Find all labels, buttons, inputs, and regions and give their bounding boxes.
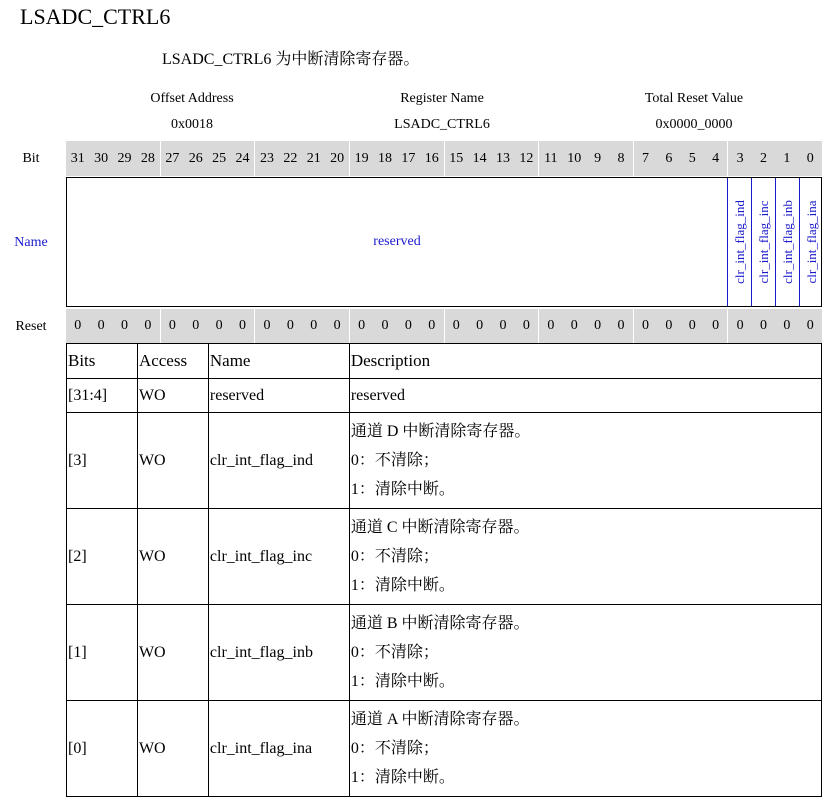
reset-bit-value: 0 <box>358 318 366 333</box>
reset-bit-value: 0 <box>121 318 129 333</box>
reserved-field: reserved <box>373 234 421 249</box>
reset-bit-value: 0 <box>310 318 318 333</box>
bit-number: 9 <box>594 150 602 166</box>
bit-number: 2 <box>759 150 767 166</box>
cell-name: clr_int_flag_ina <box>208 701 349 797</box>
bit-number: 23 <box>259 150 274 166</box>
reset-bit-value: 0 <box>665 318 673 333</box>
reset-bit-value: 0 <box>594 318 602 333</box>
bit-number: 10 <box>567 150 582 166</box>
bit-number: 28 <box>136 141 160 176</box>
reset-value-label: Total Reset Value <box>644 91 744 106</box>
reset-bit-value: 0 <box>499 318 507 333</box>
register-name-label: Register Name <box>400 91 484 106</box>
cell-description: 通道 B 中断清除寄存器。 0：不清除； 1：清除中断。 <box>349 605 821 701</box>
field-clr-int-flag-ind: clr_int_flag_ind <box>727 178 751 306</box>
bit-number: 22 <box>283 150 298 166</box>
reset-bit-value: 0 <box>74 318 82 333</box>
cell-bits: [2] <box>67 509 138 605</box>
bit-number: 14 <box>472 150 487 166</box>
bit-number: 18 <box>377 150 392 166</box>
offset-address-label: Offset Address <box>150 91 234 106</box>
cell-access: WO <box>137 413 208 509</box>
bit-number: 17 <box>401 150 416 166</box>
cell-description: 通道 A 中断清除寄存器。 0：不清除； 1：清除中断。 <box>349 701 821 797</box>
reset-bit-value: 0 <box>325 309 349 343</box>
field-description-table <box>66 343 822 797</box>
bit-number: 30 <box>94 150 109 166</box>
cell-description: 通道 C 中断清除寄存器。 0：不清除； 1：清除中断。 <box>349 509 821 605</box>
reset-bit-value: 0 <box>286 318 294 333</box>
reset-bit-value: 0 <box>263 318 271 333</box>
cell-bits: [1] <box>67 605 138 701</box>
reset-bit-value: 0 <box>476 318 484 333</box>
name-row <box>66 177 822 307</box>
reset-bit-value: 0 <box>420 309 444 343</box>
bit-number: 4 <box>704 141 728 176</box>
reset-bit-value: 0 <box>759 318 767 333</box>
reset-bit-value: 0 <box>609 309 633 343</box>
bit-number: 13 <box>496 150 511 166</box>
cell-name: reserved <box>208 379 349 413</box>
table-row <box>67 413 822 509</box>
bit-number: 20 <box>325 141 349 176</box>
bit-number: 1 <box>783 150 791 166</box>
header-access: Access <box>137 344 208 379</box>
cell-access: WO <box>137 701 208 797</box>
bit-number: 29 <box>117 150 132 166</box>
register-name-value: LSADC_CTRL6 <box>394 117 490 132</box>
bit-number: 16 <box>420 141 444 176</box>
bit-number: 11 <box>544 150 558 166</box>
bit-number: 21 <box>306 150 321 166</box>
bit-number: 5 <box>688 150 696 166</box>
cell-description: 通道 D 中断清除寄存器。 0：不清除； 1：清除中断。 <box>349 413 821 509</box>
bit-number: 0 <box>806 150 814 166</box>
offset-address-value: 0x0018 <box>171 117 213 132</box>
reset-bit-value: 0 <box>168 318 176 333</box>
bit-row-label: Bit <box>22 151 40 166</box>
reset-bit-value: 0 <box>452 318 460 333</box>
cell-name: clr_int_flag_ind <box>208 413 349 509</box>
table-row <box>67 379 822 413</box>
cell-bits: [31:4] <box>67 379 138 413</box>
reset-bit-value: 0 <box>404 318 412 333</box>
cell-description: reserved <box>349 379 821 413</box>
cell-access: WO <box>137 509 208 605</box>
reset-bit-value: 0 <box>547 318 555 333</box>
reset-bit-value: 0 <box>688 318 696 333</box>
intro-text: LSADC_CTRL6 为中断清除寄存器。 <box>162 51 420 68</box>
table-row <box>67 605 822 701</box>
table-row <box>67 509 822 605</box>
bit-number: 3 <box>736 150 744 166</box>
header-bits: Bits <box>67 344 138 379</box>
cell-name: clr_int_flag_inb <box>208 605 349 701</box>
reset-bit-value: 0 <box>515 309 539 343</box>
bit-number: 26 <box>188 150 203 166</box>
bit-row <box>66 141 822 176</box>
reset-bit-value: 0 <box>97 318 105 333</box>
reset-row <box>66 309 822 343</box>
field-clr-int-flag-inc: clr_int_flag_inc <box>751 178 775 306</box>
reset-bit-value: 0 <box>381 318 389 333</box>
name-row-label: Name <box>14 235 48 250</box>
reset-bit-value: 0 <box>641 318 649 333</box>
reset-row-label: Reset <box>15 319 47 334</box>
header-name: Name <box>208 344 349 379</box>
cell-access: WO <box>137 379 208 413</box>
bit-number: 24 <box>231 141 255 176</box>
reset-value-value: 0x0000_0000 <box>655 117 733 132</box>
reset-bit-value: 0 <box>570 318 578 333</box>
page-title: LSADC_CTRL6 <box>20 4 171 29</box>
bit-number: 25 <box>212 150 227 166</box>
cell-name: clr_int_flag_inc <box>208 509 349 605</box>
bit-number: 27 <box>165 150 180 166</box>
table-row <box>67 701 822 797</box>
cell-bits: [0] <box>67 701 138 797</box>
field-clr-int-flag-ina: clr_int_flag_ina <box>799 178 823 306</box>
reset-bit-value: 0 <box>736 318 744 333</box>
reset-bit-value: 0 <box>192 318 200 333</box>
cell-access: WO <box>137 605 208 701</box>
bit-number: 7 <box>641 150 649 166</box>
field-clr-int-flag-inb: clr_int_flag_inb <box>775 178 799 306</box>
reset-bit-value: 0 <box>136 309 160 343</box>
bit-number: 8 <box>609 141 633 176</box>
bit-number: 6 <box>665 150 673 166</box>
table-header-row <box>67 344 822 379</box>
header-description: Description <box>349 344 821 379</box>
bit-number: 31 <box>70 150 85 166</box>
reset-bit-value: 0 <box>704 309 728 343</box>
bit-number: 19 <box>354 150 369 166</box>
reset-bit-value: 0 <box>806 318 814 333</box>
reset-bit-value: 0 <box>231 309 255 343</box>
bit-number: 15 <box>449 150 464 166</box>
cell-bits: [3] <box>67 413 138 509</box>
reset-bit-value: 0 <box>215 318 223 333</box>
bit-number: 12 <box>515 141 539 176</box>
reset-bit-value: 0 <box>783 318 791 333</box>
